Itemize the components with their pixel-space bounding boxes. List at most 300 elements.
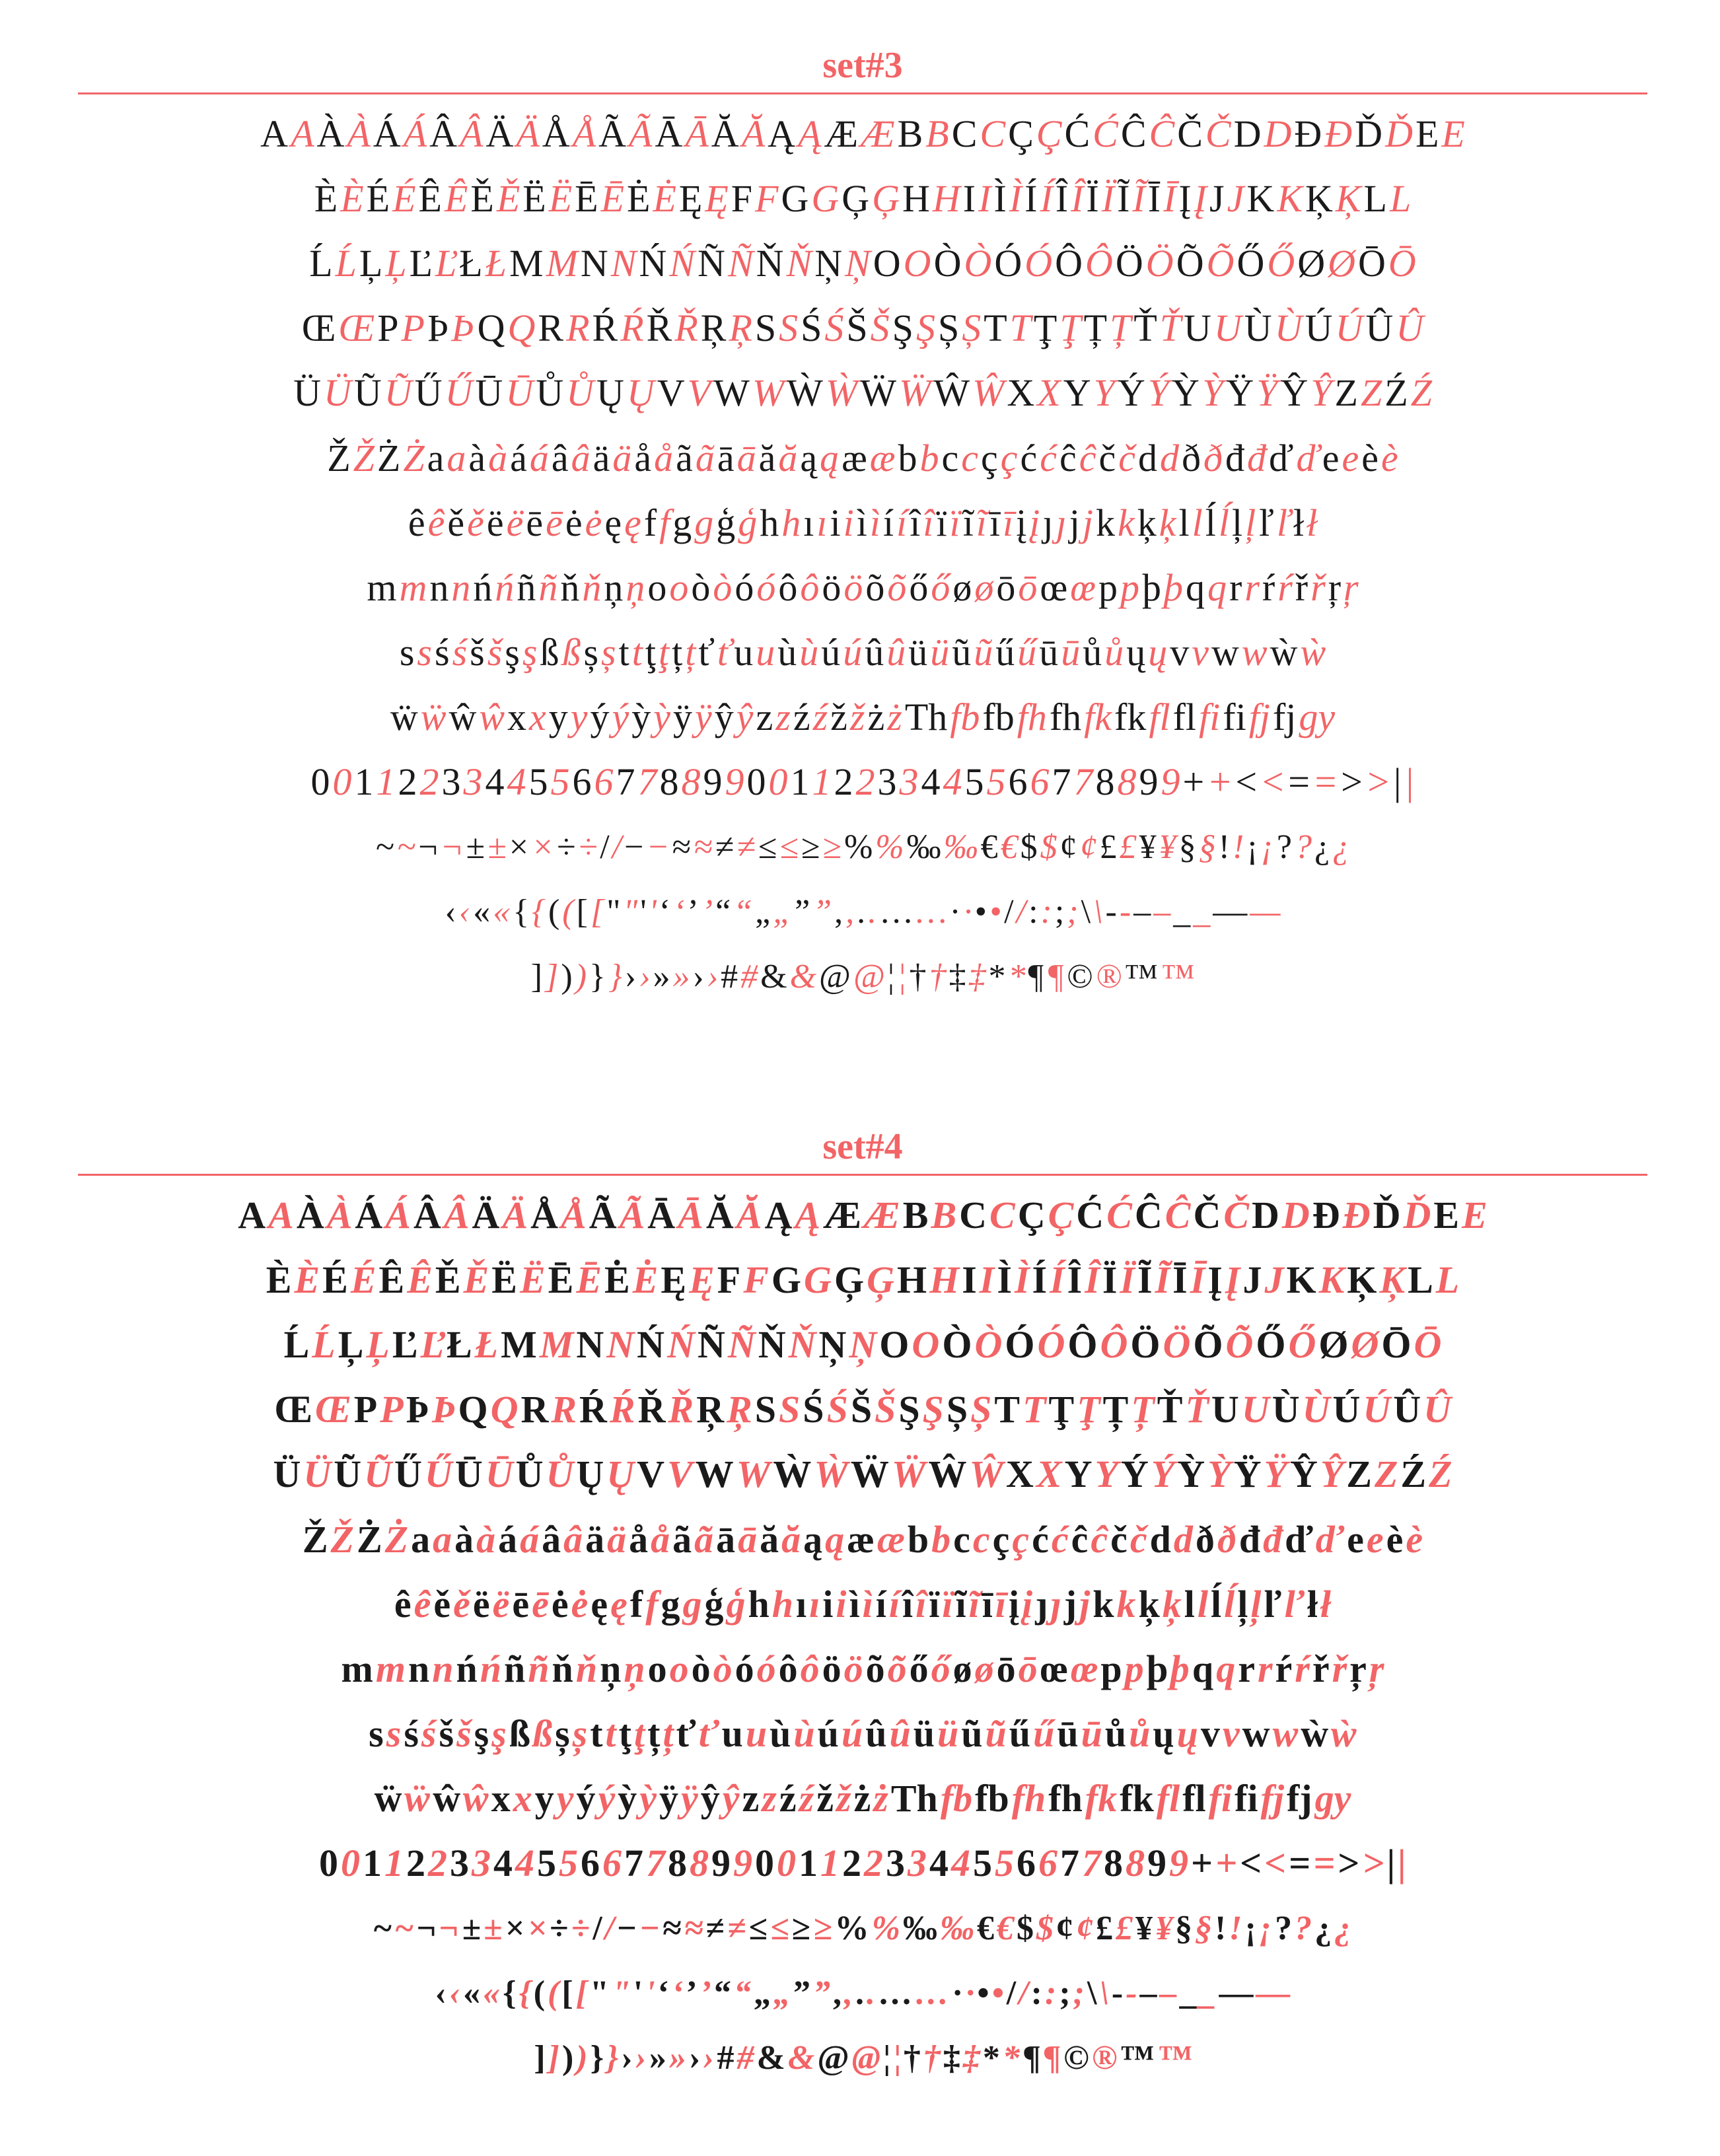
glyph: w: [1211, 631, 1239, 674]
glyph: X: [1036, 1453, 1062, 1496]
glyph: 3: [899, 760, 919, 804]
glyph: Ĉ: [1134, 1193, 1163, 1237]
glyph: ŵ: [448, 696, 477, 739]
glyph: “: [715, 892, 731, 931]
glyph: ×: [509, 828, 529, 866]
glyph: ş: [491, 1712, 507, 1756]
glyph: 1: [384, 1842, 404, 1885]
glyph: ę: [624, 501, 641, 544]
glyph: ü: [937, 1712, 959, 1756]
glyph: 3: [471, 1842, 491, 1885]
glyph: …: [914, 1974, 949, 2012]
glyph: A: [238, 1193, 266, 1237]
glyph: ’: [687, 892, 699, 931]
glyph: Ü: [273, 1453, 301, 1496]
glyph: d: [1149, 1517, 1171, 1561]
glyph: Ĺ: [309, 241, 333, 285]
glyph: 6: [602, 1842, 622, 1885]
glyph: ¦: [882, 2039, 891, 2077]
glyph: h: [771, 1582, 794, 1626]
glyph: Ö: [1115, 241, 1143, 285]
glyph: Ż: [356, 1517, 382, 1561]
glyph: í: [883, 501, 894, 544]
glyph: «: [483, 1974, 501, 2012]
glyph: ": [606, 892, 621, 931]
glyph: ď: [1285, 1517, 1313, 1561]
glyph: Ý: [1147, 371, 1170, 415]
glyph: 7: [1081, 1842, 1101, 1885]
glyph: č: [1118, 436, 1135, 480]
glyph: 8: [667, 1842, 687, 1885]
glyph: z: [762, 1777, 777, 1820]
glyph: F: [743, 1258, 769, 1301]
glyph: 4: [485, 760, 505, 804]
glyph: ȷ: [1042, 501, 1054, 544]
glyph: ą: [825, 1517, 845, 1561]
glyph: ĉ: [1071, 1517, 1089, 1561]
glyph: æ: [847, 1517, 875, 1561]
glyph: ›: [621, 2039, 633, 2077]
glyph: ț: [663, 1712, 674, 1756]
glyph: «: [463, 1974, 481, 2012]
glyph: A: [291, 112, 314, 155]
glyph: Ì: [1014, 1258, 1030, 1301]
glyph: ÷: [550, 1909, 569, 1947]
glyph: ë: [472, 1582, 490, 1626]
glyph: ů: [1083, 631, 1102, 674]
glyph: Ž: [353, 436, 375, 480]
glyph: ẅ: [374, 1777, 402, 1820]
glyph: ș: [583, 631, 599, 674]
glyph: ų: [1153, 1712, 1174, 1756]
glyph-row: [78, 166, 1647, 231]
glyph: !: [1214, 1909, 1227, 1947]
glyph: ≠: [705, 1909, 725, 1947]
glyph: Ā: [647, 1193, 676, 1237]
glyph: 2: [427, 1842, 447, 1885]
glyph: W: [736, 1453, 771, 1496]
glyph: Å: [530, 1193, 559, 1237]
glyph: ń: [480, 1647, 502, 1690]
glyph: h: [781, 501, 801, 544]
glyph: á: [529, 436, 549, 480]
glyph: ¥: [1139, 828, 1157, 866]
glyph: ": [590, 1974, 609, 2012]
glyph: Ŵ: [933, 371, 970, 415]
glyph: 5: [536, 1842, 556, 1885]
glyph: Ê: [418, 176, 442, 220]
glyph: Ø: [1328, 241, 1356, 285]
glyph: ľ: [1284, 1582, 1305, 1626]
glyph: †: [909, 958, 927, 996]
glyph: @: [819, 958, 851, 996]
glyph: ø: [974, 565, 994, 609]
glyph: Ŕ: [620, 306, 644, 350]
glyph: Ø: [1297, 241, 1326, 285]
glyph: c: [941, 436, 959, 480]
glyph: ĩ: [968, 1582, 980, 1626]
glyph: Ň: [758, 1322, 786, 1366]
glyph: ≠: [727, 1909, 746, 1947]
glyph: Ä: [485, 112, 514, 155]
glyph: Ț: [1131, 1388, 1155, 1431]
glyph: fi: [1235, 1777, 1258, 1820]
glyph: ≤: [758, 828, 777, 866]
glyph: 3: [449, 1842, 469, 1885]
glyph: 5: [964, 760, 984, 804]
glyph: ĉ: [1091, 1517, 1108, 1561]
glyph: ő: [909, 565, 929, 609]
glyph: ș: [572, 1712, 588, 1756]
glyph: @: [817, 2039, 849, 2077]
glyph: Ň: [756, 241, 784, 285]
glyph: ð: [1195, 1517, 1215, 1561]
glyph: E: [1441, 112, 1465, 155]
glyph: ~: [373, 1909, 392, 1947]
glyph: Ò: [964, 241, 992, 285]
glyph: ģ: [716, 501, 736, 544]
glyph: N: [610, 241, 637, 285]
glyph: —: [1256, 1974, 1291, 2012]
glyph: û: [889, 1712, 911, 1756]
glyph: ±: [466, 828, 485, 866]
glyph: —: [1219, 1974, 1254, 2012]
glyph: m: [367, 565, 397, 609]
glyph: 9: [1139, 760, 1159, 804]
glyph: ę: [610, 1582, 627, 1626]
glyph: £: [1119, 828, 1137, 866]
glyph: ż: [853, 1777, 871, 1820]
glyph: â: [551, 436, 569, 480]
glyph: ç: [992, 1517, 1010, 1561]
glyph: į: [1009, 1582, 1020, 1626]
glyph: ē: [546, 501, 563, 544]
glyph: Z: [1374, 1453, 1398, 1496]
glyph: Ż: [403, 436, 425, 480]
glyph: Ã: [589, 1193, 617, 1237]
glyph: -: [1111, 1974, 1124, 2012]
glyph: Ŷ: [1280, 371, 1308, 415]
glyph: ý: [590, 696, 610, 739]
glyph: ;: [1067, 892, 1079, 931]
glyph: Ŵ: [969, 1453, 1004, 1496]
glyph: ł: [1307, 1582, 1318, 1626]
glyph: ë: [486, 501, 504, 544]
glyph: ņ: [604, 565, 624, 609]
glyph: T: [994, 1388, 1021, 1431]
glyph: D: [1264, 112, 1292, 155]
glyph: u: [721, 1712, 743, 1756]
glyph: ű: [995, 631, 1015, 674]
glyph: o: [669, 1647, 689, 1690]
glyph: Â: [443, 1193, 470, 1237]
glyph: l: [1178, 501, 1190, 544]
glyph: Ģ: [872, 176, 900, 220]
glyph: å: [651, 1517, 670, 1561]
glyph: Į: [1225, 1258, 1240, 1301]
glyph: ļ: [1245, 501, 1256, 544]
glyph: ĩ: [955, 1582, 966, 1626]
glyph: Ĩ: [1137, 1258, 1153, 1301]
glyph: _: [1179, 1974, 1197, 2012]
glyph: ): [575, 958, 587, 996]
glyph: “: [713, 1974, 731, 2012]
glyph: Ų: [596, 371, 624, 415]
glyph: W: [695, 1453, 734, 1496]
glyph: ū: [1081, 1712, 1102, 1756]
glyph: −: [617, 1909, 637, 1947]
glyph: ¿: [1334, 1909, 1352, 1947]
glyph: x: [513, 1777, 532, 1820]
glyph: H: [929, 1258, 960, 1301]
glyph: Ō: [1358, 241, 1386, 285]
glyph: ‘: [657, 1974, 669, 2012]
glyph: Ț: [1102, 1388, 1129, 1431]
glyph: Ř: [668, 1388, 694, 1431]
glyph: [: [575, 1974, 588, 2012]
glyph: Z: [1346, 1453, 1372, 1496]
glyph: ¥: [1155, 1909, 1172, 1947]
glyph: %: [871, 1909, 900, 1947]
glyph: q: [1192, 1647, 1214, 1690]
glyph: ï: [929, 1582, 940, 1626]
glyph: ã: [695, 436, 715, 480]
glyph: l: [1192, 501, 1203, 544]
glyph: Í: [1024, 176, 1038, 220]
glyph: ī: [1003, 501, 1014, 544]
glyph: ȷ: [1056, 501, 1067, 544]
set-title: set#3: [822, 45, 903, 86]
glyph: ĺ: [1210, 1582, 1222, 1626]
glyph: N: [606, 1322, 635, 1366]
glyph: $: [1020, 828, 1038, 866]
glyph: ›: [703, 2039, 715, 2077]
glyph: Ć: [1093, 112, 1118, 155]
glyph: ¶: [1043, 2039, 1061, 2077]
glyph: B: [897, 112, 923, 155]
glyph: T: [1009, 306, 1031, 350]
glyph: Â: [413, 1193, 441, 1237]
glyph: R: [520, 1388, 549, 1431]
glyph: š: [439, 1712, 454, 1756]
glyph: ç: [1012, 1517, 1030, 1561]
glyph: ü: [930, 631, 950, 674]
glyph: ›: [639, 958, 651, 996]
glyph: f: [645, 1582, 659, 1626]
glyph: 6: [1038, 1842, 1057, 1885]
glyph: ¢: [1075, 1909, 1093, 1947]
glyph: Ñ: [698, 241, 725, 285]
glyph: -: [1119, 892, 1131, 931]
glyph: ì: [869, 501, 881, 544]
glyph: ź: [799, 1777, 814, 1820]
glyph: ö: [822, 565, 842, 609]
glyph: ¬: [440, 828, 464, 866]
glyph: ±: [462, 1909, 482, 1947]
glyph: 4: [493, 1842, 513, 1885]
glyph: ș: [555, 1712, 570, 1756]
glyph: Ŗ: [700, 306, 727, 350]
glyph: à: [468, 436, 486, 480]
glyph: Š: [870, 306, 890, 350]
glyph: Ă: [741, 112, 766, 155]
glyph: ÷: [578, 828, 598, 866]
glyph: ¬: [439, 1909, 460, 1947]
glyph: Ę: [678, 176, 703, 220]
glyph: Î: [1085, 1258, 1100, 1301]
glyph: …: [879, 892, 914, 931]
glyph: Ś: [801, 306, 822, 350]
glyph: F: [731, 176, 753, 220]
glyph: Ï: [1120, 1258, 1135, 1301]
glyph: ™: [1120, 2039, 1155, 2077]
glyph: 1: [362, 1842, 382, 1885]
glyph: Ÿ: [1233, 1453, 1262, 1496]
glyph: }: [590, 2039, 604, 2077]
glyph: L: [1389, 176, 1412, 220]
glyph: ≤: [770, 1909, 789, 1947]
glyph: ó: [756, 1647, 776, 1690]
glyph: f: [629, 1582, 643, 1626]
glyph: 2: [834, 760, 853, 804]
glyph: ř: [1295, 565, 1308, 609]
glyph: T: [1022, 1388, 1046, 1431]
glyph: ©: [1063, 2039, 1089, 2077]
glyph: Ï: [1086, 176, 1099, 220]
glyph: ț: [647, 1712, 661, 1756]
glyph: ō: [1018, 565, 1038, 609]
glyph: õ: [887, 1647, 907, 1690]
glyph: §: [1174, 1909, 1192, 1947]
glyph: Ő: [1256, 1322, 1286, 1366]
glyph: ¢: [1056, 1909, 1073, 1947]
glyph: ũ: [952, 631, 972, 674]
glyph: X: [1007, 371, 1035, 415]
glyph: ø: [974, 1647, 994, 1690]
set-title: set#4: [822, 1126, 903, 1167]
glyph: fb: [950, 696, 980, 739]
glyph: Ū: [505, 371, 534, 415]
glyph: ?: [1275, 1909, 1293, 1947]
glyph: P: [380, 1388, 404, 1431]
glyph: Ỳ: [1172, 371, 1200, 415]
glyph: ù: [793, 1712, 815, 1756]
glyph: Į: [1207, 1258, 1223, 1301]
glyph: Y: [1094, 1453, 1118, 1496]
glyph: Ẅ: [899, 371, 931, 415]
glyph: Ã: [598, 112, 627, 155]
glyph: ũ: [985, 1712, 1007, 1756]
glyph: G: [804, 1258, 832, 1301]
glyph: ≤: [748, 1909, 768, 1947]
glyph: ‹: [448, 1974, 461, 2012]
glyph: Ř: [646, 306, 672, 350]
glyph: 9: [711, 1842, 731, 1885]
glyph: đ: [1246, 436, 1266, 480]
glyph: ą: [800, 436, 818, 480]
glyph: W: [752, 371, 785, 415]
glyph-row: [78, 1507, 1647, 1571]
glyph: ā: [716, 1517, 736, 1561]
glyph: ß: [540, 631, 559, 674]
glyph: œ: [1070, 565, 1096, 609]
glyph: Ź: [1410, 371, 1432, 415]
glyph: ': [633, 1974, 643, 2012]
glyph: ¦: [887, 958, 895, 996]
glyph: ñ: [517, 565, 536, 609]
glyph: Ș: [946, 1388, 968, 1431]
glyph: _: [1199, 1974, 1217, 2012]
glyph: d: [1159, 436, 1179, 480]
glyph: ē: [526, 501, 544, 544]
glyph-row: [78, 1571, 1647, 1636]
glyph: ö: [843, 1647, 863, 1690]
glyph: ı: [796, 1582, 807, 1626]
glyph: ř: [1310, 565, 1326, 609]
glyph-row: [78, 1247, 1647, 1312]
glyph: ů: [1129, 1712, 1151, 1756]
glyph: ·: [949, 892, 961, 931]
glyph: ẅ: [420, 696, 447, 739]
glyph: ű: [1033, 1712, 1055, 1756]
glyph-row: [78, 555, 1647, 620]
glyph: þ: [1163, 565, 1183, 609]
glyph: [: [561, 1974, 573, 2012]
glyph: š: [487, 631, 503, 674]
glyph: <: [1235, 760, 1258, 804]
glyph: fj: [1260, 1777, 1284, 1820]
glyph: –: [1153, 892, 1171, 931]
glyph: ř: [1312, 1647, 1330, 1690]
glyph: ö: [822, 1647, 842, 1690]
glyph: Đ: [1294, 112, 1322, 155]
glyph: ă: [781, 1517, 801, 1561]
glyph: à: [488, 436, 508, 480]
glyph: e: [1366, 1517, 1384, 1561]
glyph: ]: [534, 2039, 546, 2077]
glyph: g: [682, 1582, 702, 1626]
glyph: V: [687, 371, 711, 415]
glyph: Ú: [1332, 1388, 1361, 1431]
glyph: w: [1242, 1712, 1270, 1756]
glyph: i: [843, 501, 854, 544]
glyph: Ū: [475, 371, 503, 415]
glyph: 7: [1052, 760, 1071, 804]
glyph: ×: [505, 1909, 525, 1947]
glyph: ũ: [974, 631, 993, 674]
glyph: 0: [310, 760, 330, 804]
glyph: 8: [681, 760, 701, 804]
glyph: z: [756, 696, 773, 739]
glyph: Ň: [788, 1322, 816, 1366]
glyph: Ÿ: [1226, 371, 1254, 415]
glyph: 6: [572, 760, 592, 804]
glyph: ’: [699, 1974, 711, 2012]
glyph: ò: [691, 565, 711, 609]
glyph: 0: [776, 1842, 796, 1885]
glyph: Ď: [1373, 1193, 1401, 1237]
glyph: M: [539, 1322, 574, 1366]
glyph: Ū: [485, 1453, 513, 1496]
glyph: €: [996, 1909, 1014, 1947]
glyph: *: [982, 2039, 1000, 2077]
glyph: ›: [624, 958, 637, 996]
glyph: „: [755, 892, 771, 931]
glyph: ¢: [1059, 828, 1077, 866]
glyph: ‰: [943, 828, 978, 866]
glyph: p: [1098, 565, 1118, 609]
glyph: •: [974, 892, 987, 931]
